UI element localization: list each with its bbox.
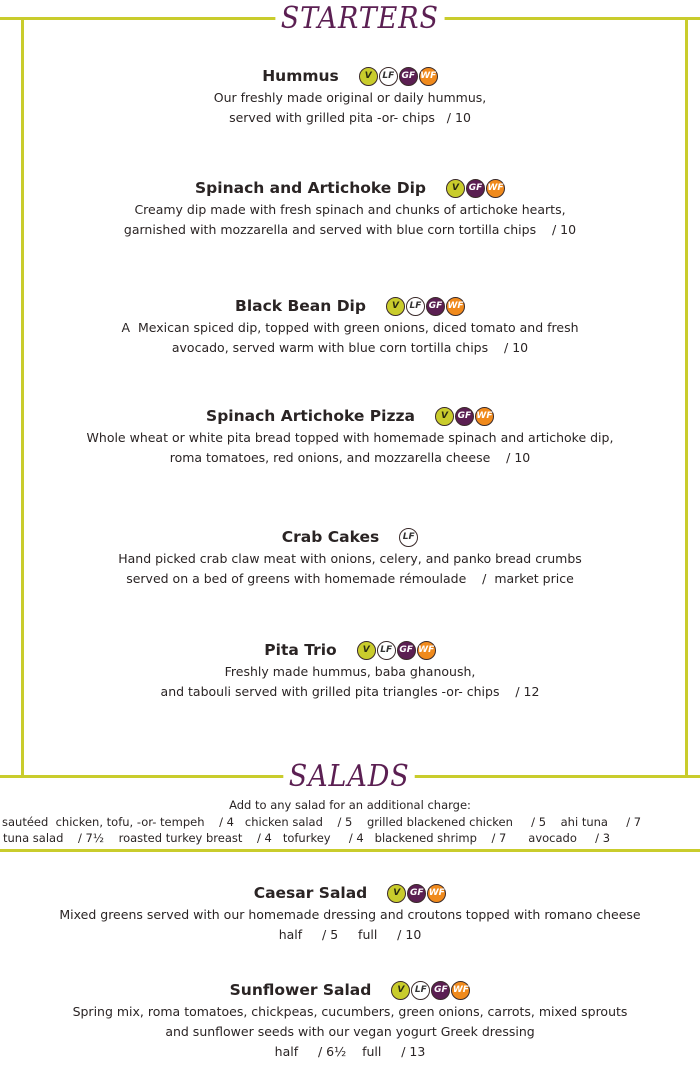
item-name: Hummus bbox=[262, 67, 339, 85]
item-description-line: Whole wheat or white pita bread topped with homemade spinach and artichoke dip, bbox=[86, 430, 614, 445]
v-diet-icon: V bbox=[435, 407, 454, 426]
item-name: Caesar Salad bbox=[253, 884, 368, 902]
salad-addons-line-2: tuna salad / 7½ roasted turkey breast / 4 tofurkey / 4 blackened shrimp / 7 avocado / 3 bbox=[3, 831, 611, 845]
item-description-line: roma tomatoes, red onions, and mozzarella cheese / 10 bbox=[169, 450, 531, 465]
gf-diet-icon: GF bbox=[397, 641, 416, 660]
item-name: Crab Cakes bbox=[281, 528, 380, 546]
diet-icons bbox=[435, 407, 494, 426]
diet-icons bbox=[359, 67, 438, 86]
lf-diet-icon: LF bbox=[411, 981, 430, 1000]
wf-diet-icon: WF bbox=[427, 884, 446, 903]
wf-diet-icon: WF bbox=[451, 981, 470, 1000]
item-header bbox=[0, 64, 700, 88]
v-diet-icon: V bbox=[357, 641, 376, 660]
lf-diet-icon: LF bbox=[406, 297, 425, 316]
diet-icons bbox=[387, 884, 446, 903]
wf-diet-icon: WF bbox=[417, 641, 436, 660]
salads-heading: SALADS bbox=[283, 760, 415, 794]
lf-diet-icon: LF bbox=[377, 641, 396, 660]
item-description-line: half / 5 full / 10 bbox=[278, 927, 422, 942]
gf-diet-icon: GF bbox=[431, 981, 450, 1000]
item-name: Black Bean Dip bbox=[235, 297, 366, 315]
salad-addons-title: Add to any salad for an additional charge: bbox=[229, 798, 471, 812]
gf-diet-icon: GF bbox=[466, 179, 485, 198]
item-header bbox=[0, 978, 700, 1002]
item-description-line: avocado, served warm with blue corn tortilla chips / 10 bbox=[171, 340, 529, 355]
item-description-line: garnished with mozzarella and served with blue corn tortilla chips / 10 bbox=[123, 222, 577, 237]
item-description-line: Freshly made hummus, baba ghanoush, bbox=[224, 664, 476, 679]
salads-addon-rule bbox=[0, 849, 700, 852]
menu-item bbox=[0, 881, 700, 945]
diet-icons bbox=[399, 528, 418, 547]
item-header bbox=[0, 294, 700, 318]
gf-diet-icon: GF bbox=[455, 407, 474, 426]
item-header bbox=[0, 525, 700, 549]
item-description-line: Hand picked crab claw meat with onions, celery, and panko bread crumbs bbox=[118, 551, 582, 566]
menu-item bbox=[0, 638, 700, 702]
wf-diet-icon: WF bbox=[486, 179, 505, 198]
item-description-line: Spring mix, roma tomatoes, chickpeas, cucumbers, green onions, carrots, mixed sprouts bbox=[72, 1004, 628, 1019]
gf-diet-icon: GF bbox=[407, 884, 426, 903]
menu-item bbox=[0, 64, 700, 128]
wf-diet-icon: WF bbox=[475, 407, 494, 426]
item-description-line: A Mexican spiced dip, topped with green onions, diced tomato and fresh bbox=[121, 320, 579, 335]
item-name: Spinach and Artichoke Dip bbox=[195, 179, 426, 197]
item-description-line: and sunflower seeds with our vegan yogurt Greek dressing bbox=[165, 1024, 535, 1039]
diet-icons bbox=[446, 179, 505, 198]
menu-item bbox=[0, 176, 700, 240]
menu-item bbox=[0, 978, 700, 1062]
item-description-line: served with grilled pita -or- chips / 10 bbox=[229, 110, 471, 125]
gf-diet-icon: GF bbox=[426, 297, 445, 316]
item-description-line: served on a bed of greens with homemade rémoulade / market price bbox=[126, 571, 574, 586]
lf-diet-icon: LF bbox=[379, 67, 398, 86]
v-diet-icon: V bbox=[446, 179, 465, 198]
gf-diet-icon: GF bbox=[399, 67, 418, 86]
item-header bbox=[0, 404, 700, 428]
v-diet-icon: V bbox=[387, 884, 406, 903]
v-diet-icon: V bbox=[386, 297, 405, 316]
item-description-line: Mixed greens served with our homemade dressing and croutons topped with romano cheese bbox=[59, 907, 641, 922]
lf-diet-icon: LF bbox=[399, 528, 418, 547]
item-description-line: Creamy dip made with fresh spinach and chunks of artichoke hearts, bbox=[134, 202, 566, 217]
item-name: Spinach Artichoke Pizza bbox=[206, 407, 415, 425]
menu-item bbox=[0, 294, 700, 358]
v-diet-icon: V bbox=[391, 981, 410, 1000]
wf-diet-icon: WF bbox=[419, 67, 438, 86]
diet-icons bbox=[391, 981, 470, 1000]
item-header bbox=[0, 176, 700, 200]
starters-heading: STARTERS bbox=[275, 2, 444, 36]
item-name: Pita Trio bbox=[264, 641, 337, 659]
menu-item bbox=[0, 404, 700, 468]
item-description-line: half / 6½ full / 13 bbox=[274, 1044, 426, 1059]
salad-addons-line-1: sautéed chicken, tofu, -or- tempeh / 4 chicken salad / 5 grilled blackened chicken / 5 ahi tuna / 7 bbox=[2, 815, 642, 829]
menu-item bbox=[0, 525, 700, 589]
diet-icons bbox=[386, 297, 465, 316]
wf-diet-icon: WF bbox=[446, 297, 465, 316]
diet-icons bbox=[357, 641, 436, 660]
v-diet-icon: V bbox=[359, 67, 378, 86]
item-header bbox=[0, 638, 700, 662]
item-name: Sunflower Salad bbox=[229, 981, 372, 999]
item-header bbox=[0, 881, 700, 905]
item-description-line: and tabouli served with grilled pita triangles -or- chips / 12 bbox=[160, 684, 540, 699]
item-description-line: Our freshly made original or daily hummus, bbox=[213, 90, 487, 105]
